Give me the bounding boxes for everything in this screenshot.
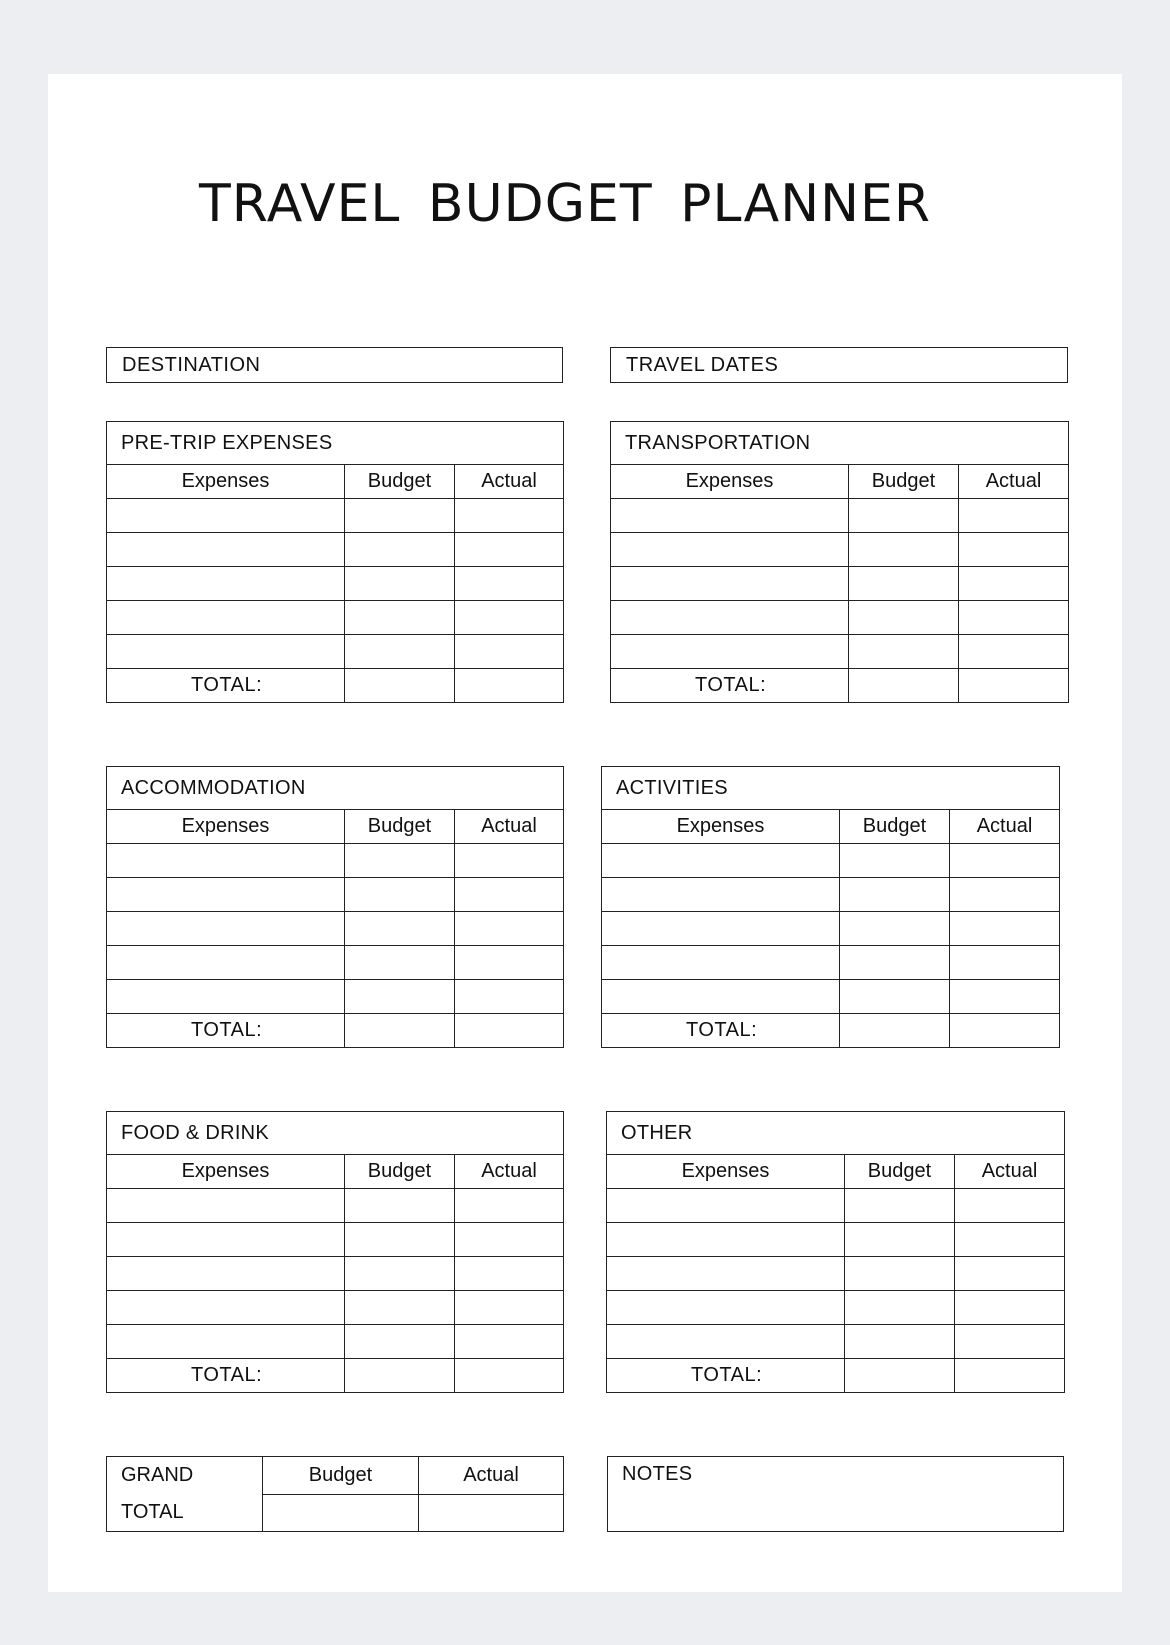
- actual-cell[interactable]: [455, 1189, 564, 1223]
- food-drink-row: [107, 1325, 564, 1359]
- activities-total-row: [602, 1014, 1060, 1048]
- expense-cell[interactable]: [611, 567, 849, 601]
- total-label: TOTAL:: [107, 669, 345, 703]
- transportation-table: [610, 421, 1069, 703]
- budget-cell[interactable]: [840, 844, 950, 878]
- expense-cell[interactable]: [107, 499, 345, 533]
- transportation-budget-header: Budget: [849, 465, 959, 499]
- activities-row: [602, 946, 1060, 980]
- grand-total-label: [107, 1457, 263, 1532]
- budget-cell[interactable]: [849, 567, 959, 601]
- actual-cell[interactable]: [955, 1189, 1065, 1223]
- budget-cell[interactable]: [345, 946, 455, 980]
- other-row: [607, 1291, 1065, 1325]
- accommodation-row: [107, 946, 564, 980]
- budget-cell[interactable]: [345, 499, 455, 533]
- other-total-row: [607, 1359, 1065, 1393]
- budget-cell[interactable]: [345, 980, 455, 1014]
- actual-cell[interactable]: [455, 844, 564, 878]
- actual-cell[interactable]: [455, 1291, 564, 1325]
- accommodation-row: [107, 878, 564, 912]
- expense-cell[interactable]: [107, 1257, 345, 1291]
- actual-cell[interactable]: [455, 601, 564, 635]
- expense-cell[interactable]: [107, 1223, 345, 1257]
- budget-cell[interactable]: [345, 878, 455, 912]
- accommodation-heading: ACCOMMODATION: [107, 767, 564, 810]
- expense-cell[interactable]: [602, 912, 840, 946]
- expense-cell[interactable]: [602, 878, 840, 912]
- activities-expenses-header: Expenses: [602, 810, 840, 844]
- budget-cell[interactable]: [345, 533, 455, 567]
- budget-cell[interactable]: [840, 980, 950, 1014]
- budget-cell[interactable]: [345, 1189, 455, 1223]
- budget-cell[interactable]: [345, 1223, 455, 1257]
- actual-cell[interactable]: [455, 912, 564, 946]
- actual-cell[interactable]: [455, 533, 564, 567]
- grand-total-label-line2: TOTAL: [121, 1501, 184, 1523]
- other-budget-header: Budget: [845, 1155, 955, 1189]
- pre-trip-expenses-heading: PRE-TRIP EXPENSES: [107, 422, 564, 465]
- destination-field[interactable]: DESTINATION: [106, 347, 563, 383]
- expense-cell[interactable]: [107, 533, 345, 567]
- transportation-total-row: [611, 669, 1069, 703]
- total-budget-cell[interactable]: [345, 669, 455, 703]
- transportation-row: [611, 567, 1069, 601]
- travel-dates-field[interactable]: TRAVEL DATES: [610, 347, 1068, 383]
- actual-cell[interactable]: [955, 1257, 1065, 1291]
- actual-cell[interactable]: [959, 533, 1069, 567]
- transportation-heading: TRANSPORTATION: [611, 422, 1069, 465]
- other-actual-header: Actual: [955, 1155, 1065, 1189]
- expense-cell[interactable]: [602, 946, 840, 980]
- activities-heading: ACTIVITIES: [602, 767, 1060, 810]
- activities-budget-header: Budget: [840, 810, 950, 844]
- notes-label: NOTES: [622, 1463, 693, 1485]
- notes-box[interactable]: [607, 1456, 1064, 1532]
- budget-cell[interactable]: [840, 878, 950, 912]
- total-actual-cell[interactable]: [950, 1014, 1060, 1048]
- total-actual-cell[interactable]: [455, 1359, 564, 1393]
- food-drink-row: [107, 1189, 564, 1223]
- transportation-actual-header: Actual: [959, 465, 1069, 499]
- food-drink-budget-header: Budget: [345, 1155, 455, 1189]
- actual-cell[interactable]: [950, 980, 1060, 1014]
- accommodation-expenses-header: Expenses: [107, 810, 345, 844]
- pre-trip-expenses-expenses-header: Expenses: [107, 465, 345, 499]
- other-heading: OTHER: [607, 1112, 1065, 1155]
- transportation-row: [611, 533, 1069, 567]
- expense-cell[interactable]: [107, 912, 345, 946]
- actual-cell[interactable]: [455, 946, 564, 980]
- actual-cell[interactable]: [959, 567, 1069, 601]
- food-drink-actual-header: Actual: [455, 1155, 564, 1189]
- pre-trip-expenses-row: [107, 533, 564, 567]
- expense-cell[interactable]: [611, 601, 849, 635]
- grand-total-budget-header: Budget: [263, 1457, 419, 1495]
- other-row: [607, 1257, 1065, 1291]
- transportation-row: [611, 601, 1069, 635]
- expense-cell[interactable]: [607, 1223, 845, 1257]
- total-actual-cell[interactable]: [959, 669, 1069, 703]
- budget-cell[interactable]: [840, 912, 950, 946]
- expense-cell[interactable]: [107, 946, 345, 980]
- expense-cell[interactable]: [107, 844, 345, 878]
- total-budget-cell[interactable]: [345, 1014, 455, 1048]
- activities-row: [602, 878, 1060, 912]
- grand-total-actual-header: Actual: [419, 1457, 564, 1495]
- actual-cell[interactable]: [959, 635, 1069, 669]
- total-label: TOTAL:: [611, 669, 849, 703]
- budget-cell[interactable]: [849, 533, 959, 567]
- total-budget-cell[interactable]: [840, 1014, 950, 1048]
- transportation-row: [611, 635, 1069, 669]
- total-budget-cell[interactable]: [849, 669, 959, 703]
- food-drink-row: [107, 1291, 564, 1325]
- total-actual-cell[interactable]: [455, 669, 564, 703]
- budget-cell[interactable]: [845, 1291, 955, 1325]
- actual-cell[interactable]: [455, 567, 564, 601]
- expense-cell[interactable]: [602, 980, 840, 1014]
- accommodation-budget-header: Budget: [345, 810, 455, 844]
- activities-table: [601, 766, 1060, 1048]
- food-drink-expenses-header: Expenses: [107, 1155, 345, 1189]
- pre-trip-expenses-row: [107, 635, 564, 669]
- other-table: [606, 1111, 1065, 1393]
- budget-cell[interactable]: [840, 946, 950, 980]
- expense-cell[interactable]: [107, 1325, 345, 1359]
- food-drink-row: [107, 1257, 564, 1291]
- accommodation-row: [107, 912, 564, 946]
- budget-cell[interactable]: [849, 601, 959, 635]
- expense-cell[interactable]: [607, 1257, 845, 1291]
- expense-cell[interactable]: [611, 635, 849, 669]
- actual-cell[interactable]: [455, 1325, 564, 1359]
- budget-cell[interactable]: [345, 567, 455, 601]
- expense-cell[interactable]: [107, 980, 345, 1014]
- other-row: [607, 1325, 1065, 1359]
- pre-trip-expenses-row: [107, 499, 564, 533]
- actual-cell[interactable]: [950, 878, 1060, 912]
- total-budget-cell[interactable]: [345, 1359, 455, 1393]
- budget-cell[interactable]: [845, 1223, 955, 1257]
- expense-cell[interactable]: [107, 635, 345, 669]
- total-actual-cell[interactable]: [455, 1014, 564, 1048]
- total-label: TOTAL:: [107, 1014, 345, 1048]
- actual-cell[interactable]: [955, 1291, 1065, 1325]
- total-actual-cell[interactable]: [955, 1359, 1065, 1393]
- activities-row: [602, 844, 1060, 878]
- transportation-row: [611, 499, 1069, 533]
- grand-total-actual-cell[interactable]: [419, 1494, 564, 1532]
- activities-row: [602, 912, 1060, 946]
- actual-cell[interactable]: [950, 912, 1060, 946]
- pre-trip-expenses-actual-header: Actual: [455, 465, 564, 499]
- budget-cell[interactable]: [345, 912, 455, 946]
- total-budget-cell[interactable]: [845, 1359, 955, 1393]
- pre-trip-expenses-budget-header: Budget: [345, 465, 455, 499]
- other-expenses-header: Expenses: [607, 1155, 845, 1189]
- accommodation-table: [106, 766, 564, 1048]
- actual-cell[interactable]: [959, 499, 1069, 533]
- budget-cell[interactable]: [845, 1257, 955, 1291]
- budget-cell[interactable]: [345, 601, 455, 635]
- budget-cell[interactable]: [345, 1325, 455, 1359]
- actual-cell[interactable]: [950, 946, 1060, 980]
- expense-cell[interactable]: [107, 1291, 345, 1325]
- transportation-expenses-header: Expenses: [611, 465, 849, 499]
- expense-cell[interactable]: [107, 1189, 345, 1223]
- actual-cell[interactable]: [455, 499, 564, 533]
- grand-total-label-line1: GRAND: [121, 1464, 194, 1486]
- actual-cell[interactable]: [959, 601, 1069, 635]
- actual-cell[interactable]: [455, 635, 564, 669]
- pre-trip-expenses-total-row: [107, 669, 564, 703]
- budget-cell[interactable]: [845, 1189, 955, 1223]
- actual-cell[interactable]: [950, 844, 1060, 878]
- activities-actual-header: Actual: [950, 810, 1060, 844]
- expense-cell[interactable]: [611, 533, 849, 567]
- actual-cell[interactable]: [455, 980, 564, 1014]
- expense-cell[interactable]: [107, 567, 345, 601]
- grand-total-budget-cell[interactable]: [263, 1494, 419, 1532]
- expense-cell[interactable]: [611, 499, 849, 533]
- grand-total-table: [106, 1456, 564, 1532]
- actual-cell[interactable]: [455, 878, 564, 912]
- activities-row: [602, 980, 1060, 1014]
- actual-cell[interactable]: [955, 1223, 1065, 1257]
- budget-cell[interactable]: [845, 1325, 955, 1359]
- expense-cell[interactable]: [607, 1325, 845, 1359]
- budget-cell[interactable]: [345, 844, 455, 878]
- budget-cell[interactable]: [849, 635, 959, 669]
- food-drink-row: [107, 1223, 564, 1257]
- expense-cell[interactable]: [607, 1189, 845, 1223]
- total-label: TOTAL:: [107, 1359, 345, 1393]
- pre-trip-expenses-row: [107, 567, 564, 601]
- actual-cell[interactable]: [955, 1325, 1065, 1359]
- pre-trip-expenses-row: [107, 601, 564, 635]
- expense-cell[interactable]: [107, 601, 345, 635]
- other-row: [607, 1189, 1065, 1223]
- total-label: TOTAL:: [607, 1359, 845, 1393]
- food-drink-total-row: [107, 1359, 564, 1393]
- accommodation-total-row: [107, 1014, 564, 1048]
- accommodation-row: [107, 844, 564, 878]
- page-title: TRAVEL BUDGET PLANNER: [198, 174, 932, 234]
- food-drink-table: [106, 1111, 564, 1393]
- other-row: [607, 1223, 1065, 1257]
- expense-cell[interactable]: [602, 844, 840, 878]
- accommodation-actual-header: Actual: [455, 810, 564, 844]
- accommodation-row: [107, 980, 564, 1014]
- pre-trip-expenses-table: [106, 421, 564, 703]
- budget-cell[interactable]: [345, 1257, 455, 1291]
- budget-cell[interactable]: [849, 499, 959, 533]
- total-label: TOTAL:: [602, 1014, 840, 1048]
- actual-cell[interactable]: [455, 1257, 564, 1291]
- budget-cell[interactable]: [345, 635, 455, 669]
- expense-cell[interactable]: [107, 878, 345, 912]
- actual-cell[interactable]: [455, 1223, 564, 1257]
- expense-cell[interactable]: [607, 1291, 845, 1325]
- budget-cell[interactable]: [345, 1291, 455, 1325]
- food-drink-heading: FOOD & DRINK: [107, 1112, 564, 1155]
